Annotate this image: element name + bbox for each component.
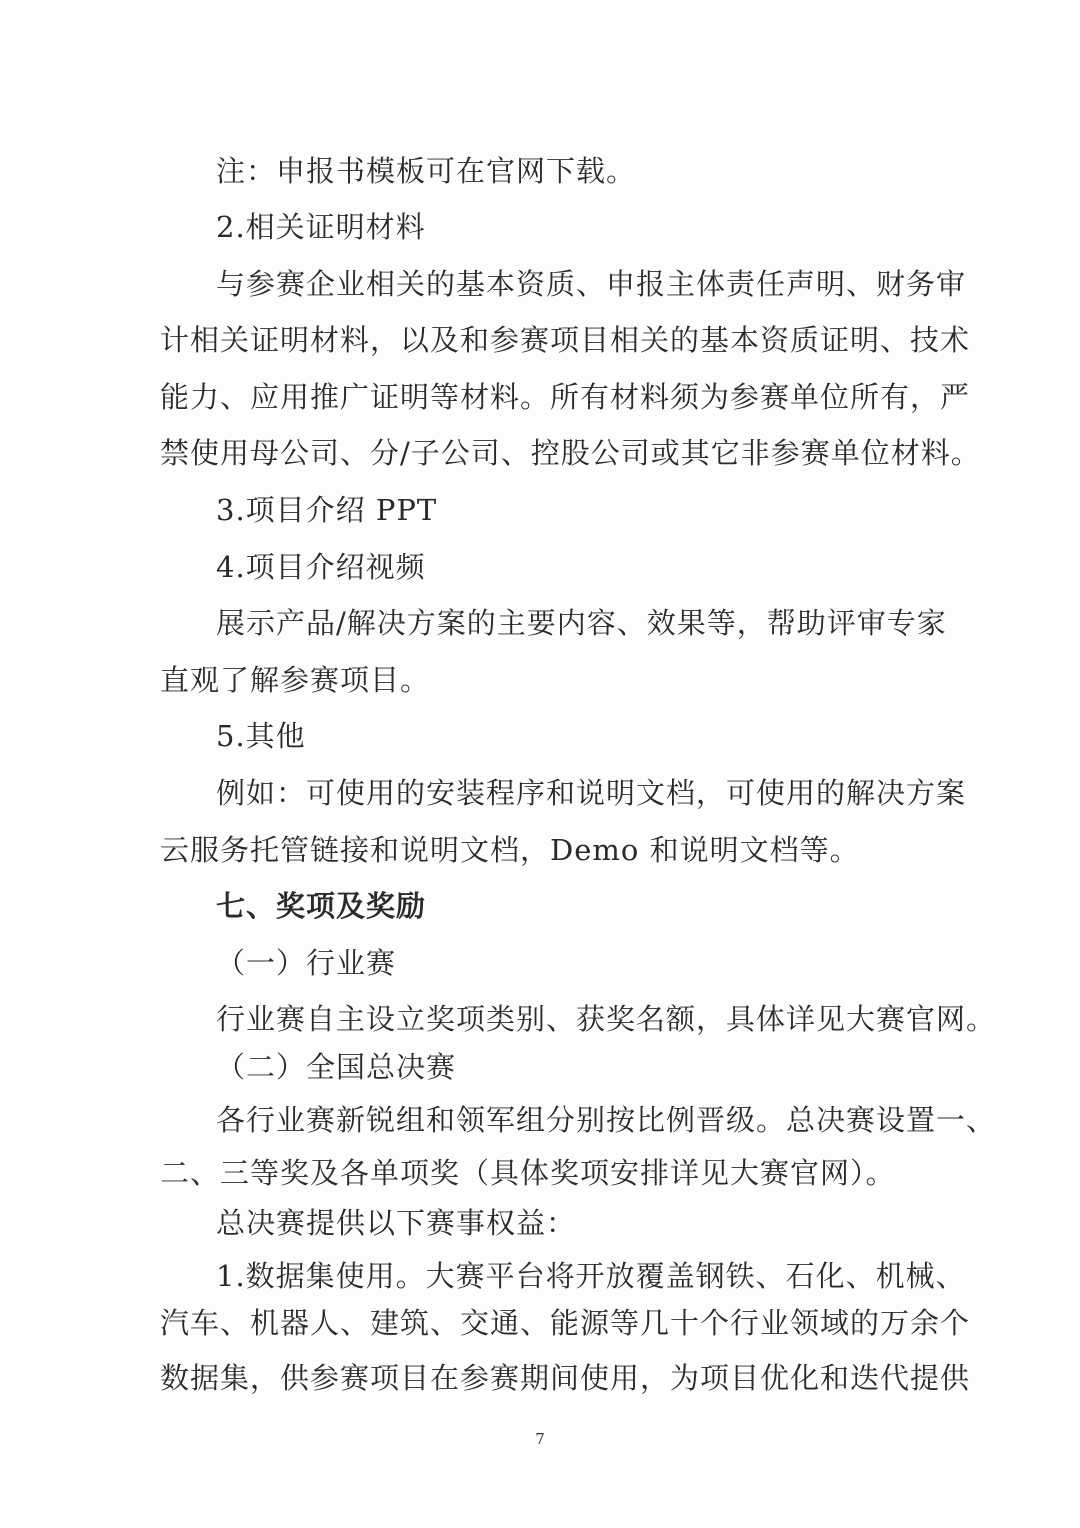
subsection-national-final: （二）全国总决赛 — [216, 1050, 457, 1084]
subsection-industry: （一）行业赛 — [216, 946, 397, 980]
paragraph-final-rights: 总决赛提供以下赛事权益： — [216, 1206, 577, 1240]
heading-project-ppt: 3.项目介绍 PPT — [216, 493, 438, 527]
paragraph-dataset-line-2: 汽车、机器人、建筑、交通、能源等几十个行业领域的万余个 — [160, 1306, 971, 1340]
paragraph-materials-line-1: 与参赛企业相关的基本资质、申报主体责任声明、财务审 — [216, 267, 967, 301]
heading-supporting-materials: 2.相关证明材料 — [216, 210, 426, 244]
paragraph-final-line-1: 各行业赛新锐组和领军组分别按比例晋级。总决赛设置一、 — [216, 1103, 997, 1137]
note-template-download: 注：申报书模板可在官网下载。 — [216, 154, 637, 188]
heading-other: 5.其他 — [216, 719, 306, 753]
paragraph-materials-line-4: 禁使用母公司、分/子公司、控股公司或其它非参赛单位材料。 — [160, 436, 981, 470]
paragraph-final-line-2: 二、三等奖及各单项奖（具体奖项安排详见大赛官网）。 — [160, 1156, 896, 1190]
paragraph-industry: 行业赛自主设立奖项类别、获奖名额，具体详见大赛官网。 — [216, 1002, 997, 1036]
paragraph-other-line-2: 云服务托管链接和说明文档，Demo 和说明文档等。 — [160, 833, 860, 867]
section-title-awards: 七、奖项及奖励 — [216, 889, 427, 923]
paragraph-dataset-line-3: 数据集，供参赛项目在参赛期间使用，为项目优化和迭代提供 — [160, 1361, 971, 1395]
paragraph-materials-line-2: 计相关证明材料，以及和参赛项目相关的基本资质证明、技术 — [160, 323, 971, 357]
paragraph-video-line-1: 展示产品/解决方案的主要内容、效果等，帮助评审专家 — [216, 606, 947, 640]
paragraph-other-line-1: 例如：可使用的安装程序和说明文档，可使用的解决方案 — [216, 776, 967, 810]
page-number: 7 — [535, 1430, 545, 1448]
heading-project-video: 4.项目介绍视频 — [216, 550, 426, 584]
paragraph-materials-line-3: 能力、应用推广证明等材料。所有材料须为参赛单位所有，严 — [160, 380, 971, 414]
paragraph-dataset-line-1: 1.数据集使用。大赛平台将开放覆盖钢铁、石化、机械、 — [216, 1259, 966, 1293]
paragraph-video-line-2: 直观了解参赛项目。 — [160, 663, 431, 697]
